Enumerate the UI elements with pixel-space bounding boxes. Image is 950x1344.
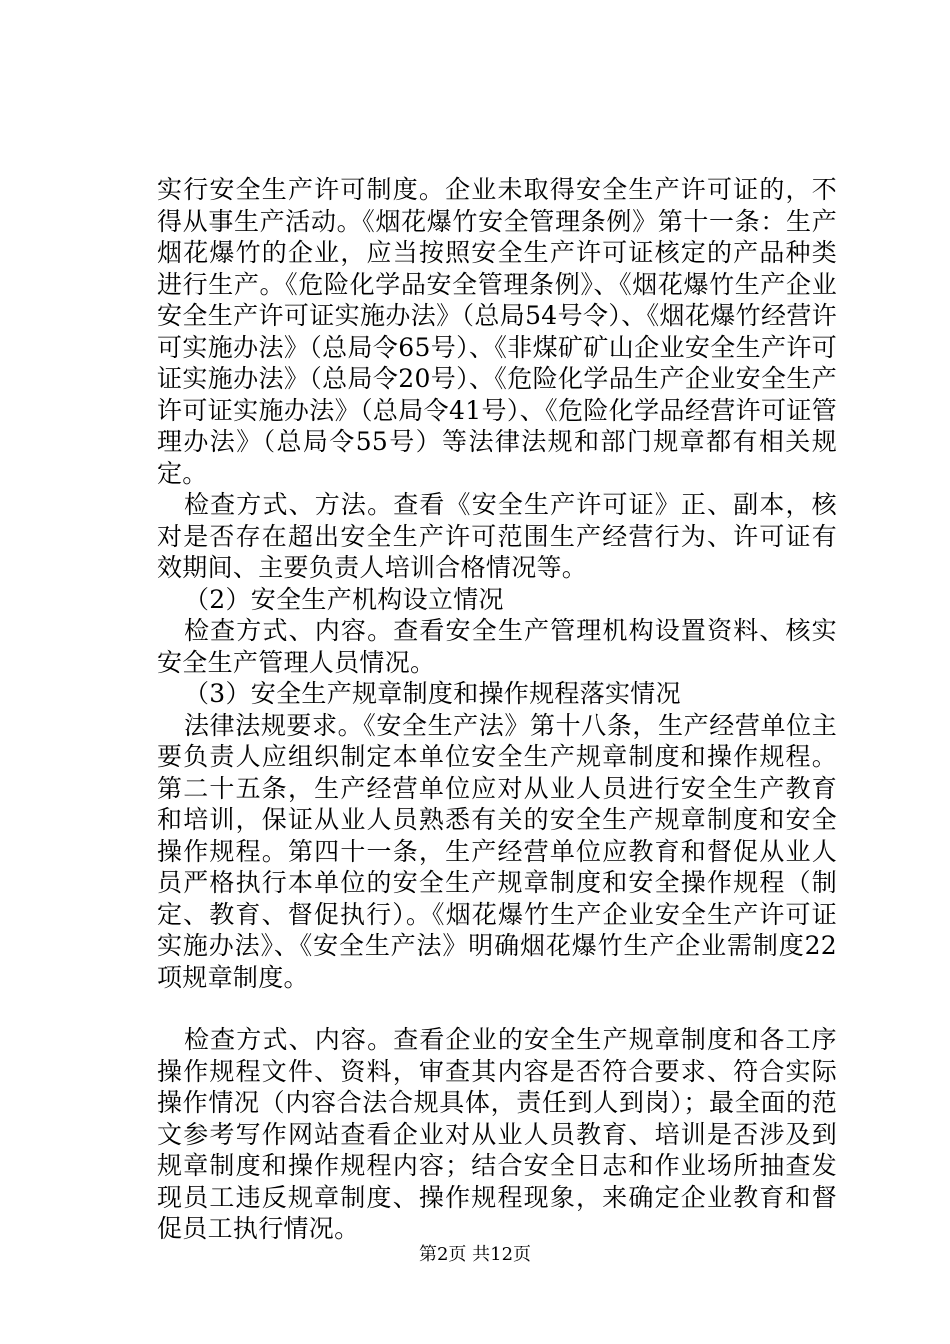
- paragraph-permit-system: 实行安全生产许可制度。企业未取得安全生产许可证的，不得从事生产活动。《烟花爆竹安全管理条例》第十一条：生产烟花爆竹的企业，应当按照安全生产许可证核定的产品种类进行生产。《危险化学品安全管理条例》、《烟花爆竹生产企业安全生产许可证实施办法》（总局54号令）、《烟花爆竹经营许可实施办法》（总局令65号）、《非煤矿矿山企业安全生产许可证实施办法》（总局令20号）、《危险化学品生产企业安全生产许可证实施办法》（总局令41号）、《危险化学品经营许可证管理办法》（总局令55号）等法律法规和部门规章都有相关规定。: [157, 175, 837, 488]
- page-footer: 第2页 共12页: [418, 1244, 532, 1265]
- paragraph-inspection-organization: 检查方式、内容。查看安全生产管理机构设置资料、核实安全生产管理人员情况。: [157, 616, 837, 677]
- section-heading-safety-organization: （2）安全生产机构设立情况: [184, 584, 504, 614]
- section-heading-rules-procedures: （3）安全生产规章制度和操作规程落实情况: [184, 679, 681, 708]
- document-body: [157, 174, 837, 1245]
- paragraph-gap: [157, 993, 837, 1024]
- paragraph-inspection-method-permit: 检查方式、方法。查看《安全生产许可证》正、副本，核对是否存在超出安全生产许可范围生产经营行为、许可证有效期间、主要负责人培训合格情况等。: [157, 490, 837, 582]
- paragraph-legal-requirements: 法律法规要求。《安全生产法》第十八条，生产经营单位主要负责人应组织制定本单位安全生产规章制度和操作规程。第二十五条，生产经营单位应对从业人员进行安全生产教育和培训，保证从业人员熟悉有关的安全生产规章制度和安全操作规程。第四十一条，生产经营单位应教育和督促从业人员严格执行本单位的安全生产规章制度和安全操作规程（制定、教育、督促执行）。《烟花爆竹生产企业安全生产许可证实施办法》、《安全生产法》明确烟花爆竹生产企业需制度22项规章制度。: [157, 710, 837, 992]
- paragraph-inspection-rules: 检查方式、内容。查看企业的安全生产规章制度和各工序操作规程文件、资料，审查其内容是否符合要求、符合实际操作情况（内容合法合规具体，责任到人到岗）；最全面的范文参考写作网站查看企业对从业人员教育、培训是否涉及到规章制度和操作规程内容；结合安全日志和作业场所抽查发现员工违反规章制度、操作规程现象，来确定企业教育和督促员工执行情况。: [157, 1025, 837, 1243]
